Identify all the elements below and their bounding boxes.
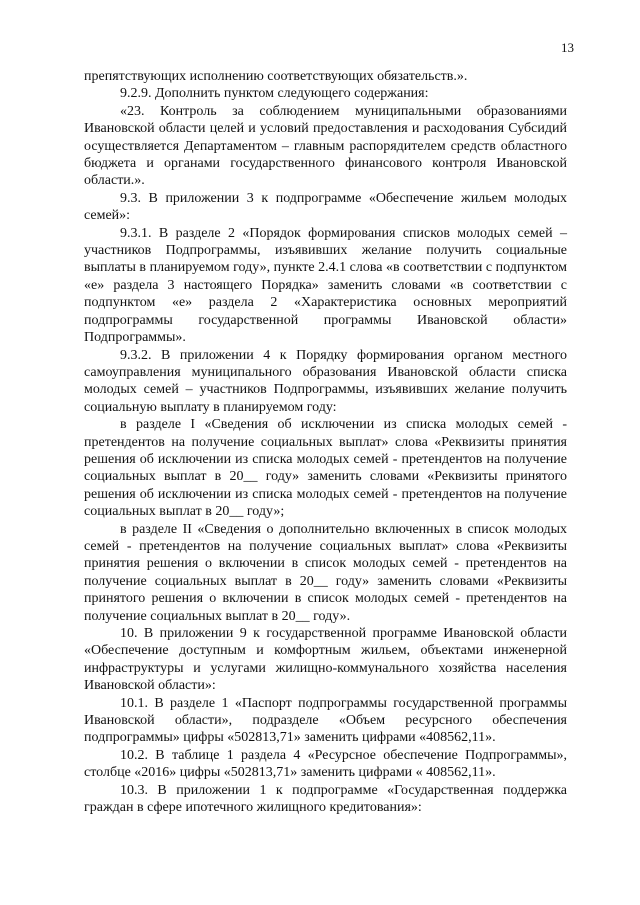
paragraph-10-3: 10.3. В приложении 1 к подпрограмме «Государственная поддержка граждан в сфере ипотечного жилищного кредитования»:: [84, 782, 567, 816]
paragraph-9-3-1: 9.3.1. В разделе 2 «Порядок формирования списков молодых семей – участников Подпрограммы, изъявивших желание получить социальные выплаты в планируемом году», пункте 2.4.1 слова «в соответствии с подпунктом «е» раздела 3 настоящего Порядка» заменить словами «в соответствии с подпунктом «е» раздела 2 «Характеристика основных мероприятий подпрограммы государственной программы Ивановской области» Подпрограммы».: [84, 225, 567, 346]
paragraph-section-2: в разделе II «Сведения о дополнительно включенных в список молодых семей - претендентов на получение социальных выплат» слова «Реквизиты принятия решения о включении в список молодых семей - претендентов на получение социальных выплат в 20__ году» заменить словами «Реквизиты принятого решения о включении в список молодых семей - претендентов на получение социальных выплат в 20__ году».: [84, 521, 567, 624]
paragraph-quote-23: «23. Контроль за соблюдением муниципальными образованиями Ивановской области целей и условий предоставления и расходования Субсидий осуществляется Департаментом – главным распорядителем средств областного бюджета и органами государственного финансового контроля Ивановской области.».: [84, 103, 567, 189]
paragraph-continuation: препятствующих исполнению соответствующих обязательств.».: [84, 69, 468, 84]
paragraph-10-2: 10.2. В таблице 1 раздела 4 «Ресурсное обеспечение Подпрограммы», столбце «2016» цифры «502813,71» заменить цифрами « 408562,11».: [84, 747, 567, 781]
paragraph-9-3-2: 9.3.2. В приложении 4 к Порядку формирования органом местного самоуправления муниципального образования Ивановской области списка молодых семей – участников Подпрограммы, изъявивших желание получить социальную выплату в планируемом году:: [84, 347, 567, 415]
page-number: 13: [561, 40, 574, 55]
paragraph-9-3: 9.3. В приложении 3 к подпрограмме «Обеспечение жильем молодых семей»:: [84, 190, 567, 224]
paragraph-10-1: 10.1. В разделе 1 «Паспорт подпрограммы государственной программы Ивановской области», подразделе «Объем ресурсного обеспечения подпрограммы» цифры «502813,71» заменить цифрами «408562,11».: [84, 695, 567, 746]
paragraph-10: 10. В приложении 9 к государственной программе Ивановской области «Обеспечение доступным и комфортным жильем, объектами инженерной инфраструктуры и услугами жилищно-коммунального хозяйства населения Ивановской области»:: [84, 626, 567, 694]
paragraph-section-1: в разделе I «Сведения об исключении из списка молодых семей - претендентов на получение социальных выплат» слова «Реквизиты принятия решения об исключении из списка молодых семей - претендентов на получение социальных выплат в 20__ году» заменить словами «Реквизиты принятого решения об исключении из списка молодых семей - претендентов на получение социальных выплат в 20__ году»;: [84, 417, 567, 520]
paragraph-9-2-9: 9.2.9. Дополнить пунктом следующего содержания:: [120, 86, 429, 102]
document-body: [84, 68, 567, 816]
